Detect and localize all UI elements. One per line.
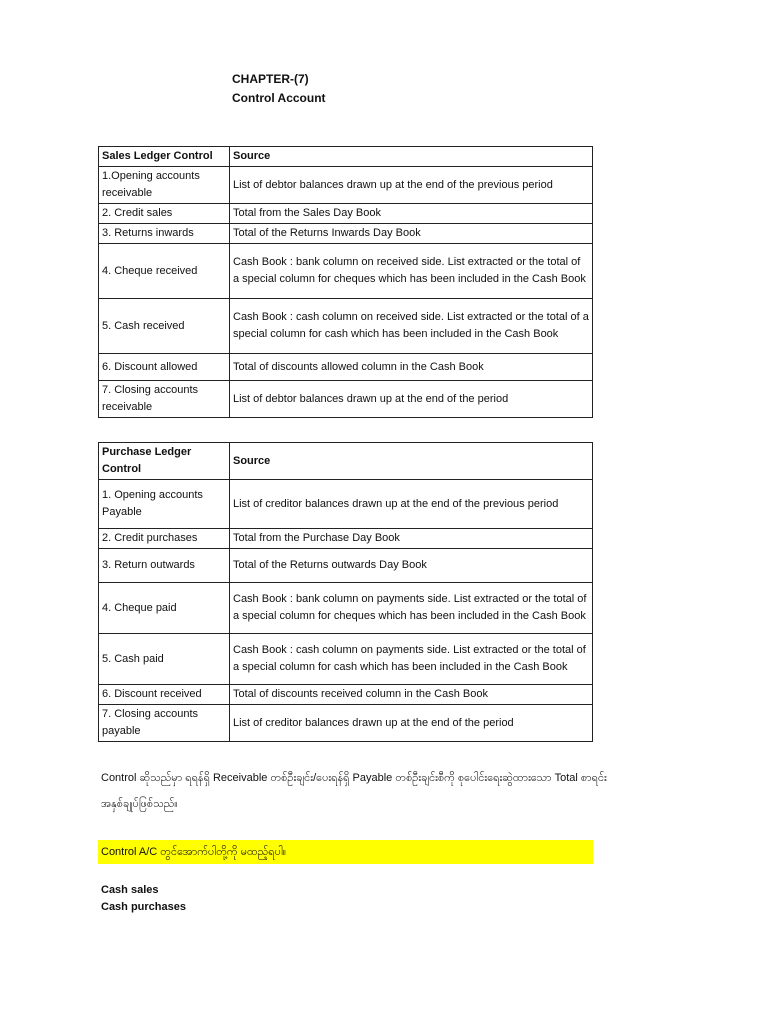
column-header: Source (230, 147, 593, 167)
table-row (99, 685, 593, 705)
source-cell: Cash Book : bank column on payments side. List extracted or the total of a special column for cheques which has been included in the Cash Book (230, 583, 593, 634)
ledger-item-cell: 7. Closing accounts receivable (99, 381, 230, 418)
table-row (99, 549, 593, 583)
ledger-item-cell: 4. Cheque paid (99, 583, 230, 634)
excluded-item-cash-sales: Cash sales (101, 884, 159, 896)
column-header: Purchase Ledger Control (99, 443, 230, 480)
source-cell: Total from the Purchase Day Book (230, 529, 593, 549)
table-row (99, 634, 593, 685)
table-header-row (99, 443, 593, 480)
ledger-item-cell: 6. Discount received (99, 685, 230, 705)
ledger-item-cell: 6. Discount allowed (99, 354, 230, 381)
column-header: Sales Ledger Control (99, 147, 230, 167)
table-row (99, 244, 593, 299)
ledger-item-cell: 3. Return outwards (99, 549, 230, 583)
highlighted-warning: Control A/C တွင်အောက်ပါတို့ကို မထည့်ရပါ။ (98, 840, 593, 864)
source-cell: List of creditor balances drawn up at the end of the period (230, 705, 593, 742)
source-cell: Total of the Returns Inwards Day Book (230, 224, 593, 244)
table-row (99, 299, 593, 354)
chapter-heading: CHAPTER-(7) (232, 72, 309, 86)
table-row (99, 583, 593, 634)
table-row (99, 480, 593, 529)
table-row (99, 167, 593, 204)
table-row (99, 204, 593, 224)
source-cell: Total from the Sales Day Book (230, 204, 593, 224)
ledger-item-cell: 7. Closing accounts payable (99, 705, 230, 742)
table-row (99, 529, 593, 549)
excluded-item-cash-purchases: Cash purchases (101, 901, 186, 913)
ledger-item-cell: 2. Credit sales (99, 204, 230, 224)
ledger-item-cell: 5. Cash received (99, 299, 230, 354)
source-cell: Total of discounts received column in the Cash Book (230, 685, 593, 705)
table-header-row (99, 147, 593, 167)
table-row (99, 381, 593, 418)
source-cell: Total of the Returns outwards Day Book (230, 549, 593, 583)
source-cell: List of debtor balances drawn up at the end of the previous period (230, 167, 593, 204)
ledger-item-cell: 2. Credit purchases (99, 529, 230, 549)
sales-ledger-control-table (98, 146, 593, 418)
table-row (99, 354, 593, 381)
ledger-item-cell: 3. Returns inwards (99, 224, 230, 244)
ledger-item-cell: 1.Opening accounts receivable (99, 167, 230, 204)
table-row (99, 224, 593, 244)
source-cell: Cash Book : cash column on received side. List extracted or the total of a special column for cash which has been included in the Cash Book (230, 299, 593, 354)
column-header: Source (230, 443, 593, 480)
page-title: Control Account (232, 91, 326, 105)
ledger-item-cell: 1. Opening accounts Payable (99, 480, 230, 529)
purchase-ledger-control-table (98, 442, 593, 742)
source-cell: List of debtor balances drawn up at the end of the period (230, 381, 593, 418)
source-cell: Cash Book : bank column on received side. List extracted or the total of a special column for cheques which has been included in the Cash Book (230, 244, 593, 299)
ledger-item-cell: 5. Cash paid (99, 634, 230, 685)
ledger-item-cell: 4. Cheque received (99, 244, 230, 299)
table-row (99, 705, 593, 742)
source-cell: Total of discounts allowed column in the Cash Book (230, 354, 593, 381)
source-cell: List of creditor balances drawn up at the end of the previous period (230, 480, 593, 529)
source-cell: Cash Book : cash column on payments side. List extracted or the total of a special column for cash which has been included in the Cash Book (230, 634, 593, 685)
control-definition-note: Control ဆိုသည်မှာ ရရန်ရှိ Receivable တစ်ဦးချင်း/ပေးရန်ရှိ Payable တစ်ဦးချင်းစီကို စုပေါင်းရေးဆွဲထားသော Total စာရင်းအနှစ်ချုပ်ဖြစ်သည်။ (101, 772, 607, 810)
